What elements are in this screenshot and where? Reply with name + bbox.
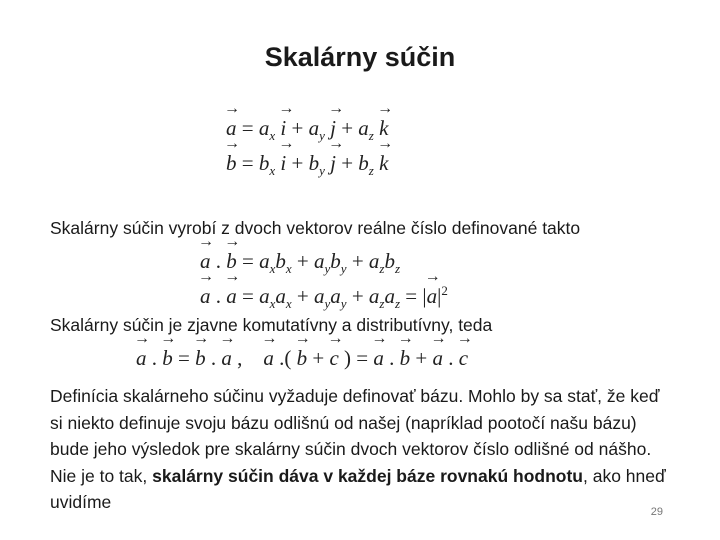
equation-b-decomposition: → $b = b_x \to i + b_y \to j + b_z \to k$ [226, 151, 388, 179]
paragraph-definition: Skalárny súčin vyrobí z dvoch vektorov reálne číslo definované takto [50, 218, 581, 238]
paragraph-basis-text: Definícia skalárneho súčinu vyžaduje definovať bázu. Mohlo by sa stať, že keď si niekto definuje svoju bázu odlišnú od našej (napríklad pootočí našu bázu) bude jeho výsledok pre skalárny súčin dvoch vektorov číslo odlišné od nášho. Nie je to tak, [50, 386, 660, 486]
equation-dot-self: → a . → $a = a_xa_x + a_ya_y + a_za_z$ = |→ $a|^2$ [200, 283, 448, 312]
paragraph-basis-emphasis: skalárny súčin dáva v každej báze rovnakú hodnotu [152, 465, 583, 486]
paragraph-basis [50, 383, 670, 516]
equation-commutative-distributive: → a . → b = → b . → a , → a .( → b + → c ) = → a . → b + → a . → c [136, 346, 468, 371]
equation-a-decomposition: → $a = a_x \to i + a_y \to j + a_z \to k$ [226, 116, 388, 144]
slide-title: Skalárny súčin [264, 42, 456, 72]
paragraph-properties: Skalárny súčin je zjavne komutatívny a distributívny, teda [50, 315, 493, 335]
equation-dot-product: → a . → $b = a_xb_x + a_yb_y + a_zb_z$ [200, 249, 400, 277]
page-number: 29 [650, 506, 663, 518]
paragraph-basis-ending: , ako hneď uvidíme [50, 465, 666, 512]
